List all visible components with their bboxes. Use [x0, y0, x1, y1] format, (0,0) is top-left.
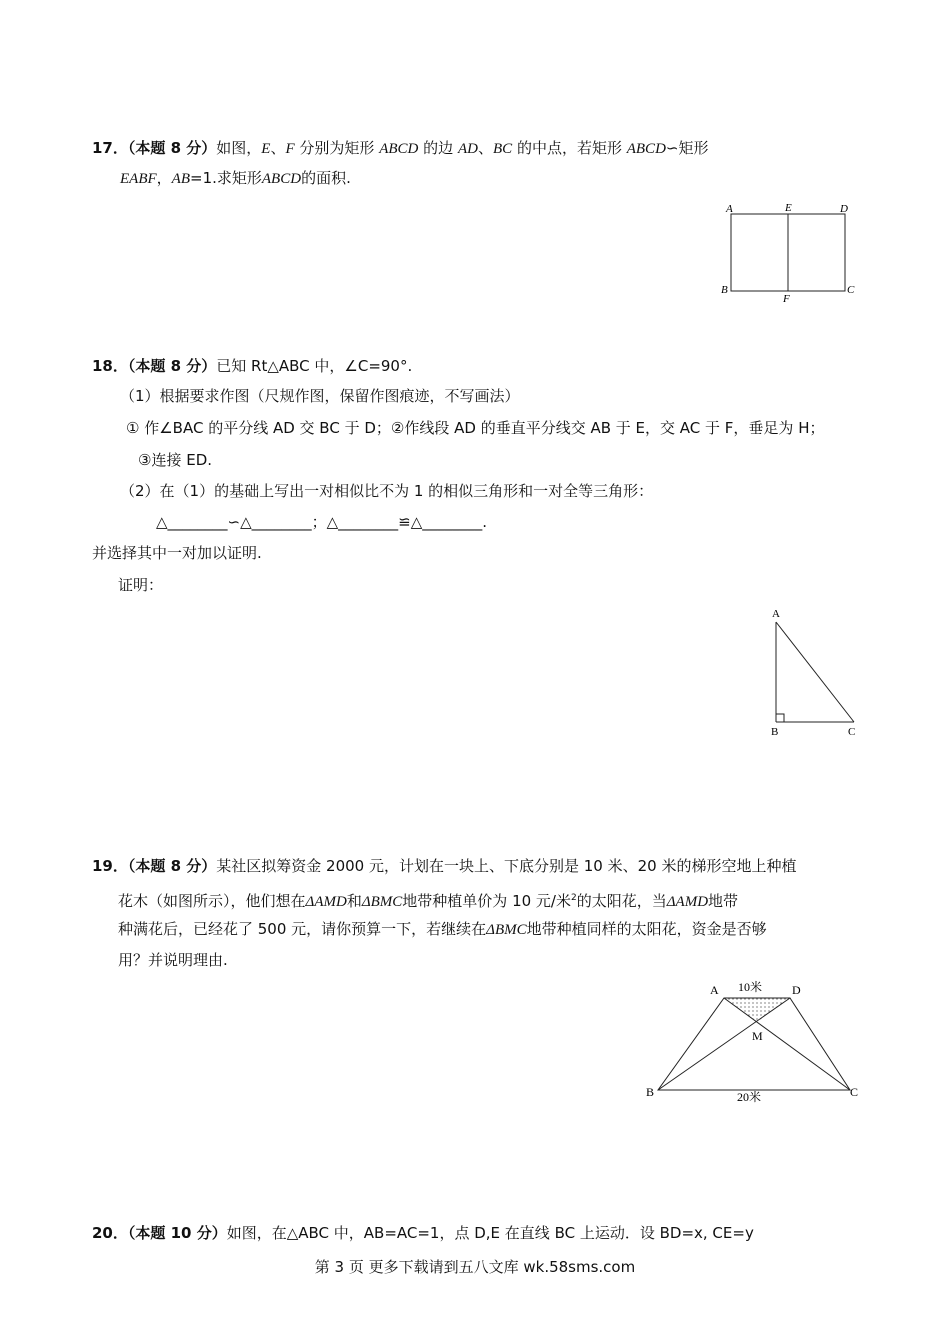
q17-ad: AD	[457, 141, 478, 157]
q17-label-e: E	[785, 202, 792, 214]
q19-label-c: C	[850, 1085, 859, 1099]
q19-label-d: D	[792, 983, 801, 997]
q17-abcd1: ABCD	[379, 141, 419, 157]
q19-text3b: 地带种植同样的太阳花，资金是否够	[526, 920, 767, 938]
q19-text2a: 花木（如图所示），他们想在	[118, 892, 306, 910]
q17-text-d: 的中点，若矩形	[516, 139, 622, 157]
q19-label-a: A	[710, 983, 719, 997]
q18-label-a: A	[772, 608, 780, 620]
q18-part3: 并选择其中一对加以证明.	[92, 544, 262, 562]
q18-part1-steps: ① 作∠BAC 的平分线 AD 交 BC 于 D；②作线段 AD 的垂直平分线交 AB 于 E，交 AC 于 F，垂足为 H；	[126, 419, 825, 437]
q19-tri-bmc1: ΔBMC	[361, 894, 403, 910]
q18-score: （本题 8 分）	[127, 357, 217, 375]
q19-label-bottom: 20米	[737, 1090, 762, 1104]
q18-blanks: △________∽△________；△________≌△________.	[156, 513, 488, 531]
q18-line1	[92, 356, 412, 376]
q19-score: （本题 8 分）	[127, 857, 217, 875]
q19-text2c: 地带种植单价为 10 元/米	[402, 892, 571, 910]
q17-text-e: 矩形	[678, 139, 709, 157]
q17-rectangle-figure	[716, 198, 866, 308]
q19-label-top: 10米	[738, 980, 763, 994]
q18-part1: （1）根据要求作图（尺规作图，保留作图痕迹，不写画法）	[120, 387, 520, 405]
q20-score: （本题 10 分）	[127, 1224, 227, 1242]
q18-intro: 已知 Rt△ABC 中，∠C=90°.	[216, 357, 413, 375]
q17-sep1: 、	[270, 139, 286, 157]
q17-comma: ，	[156, 169, 172, 187]
q17-label-c: C	[847, 284, 855, 296]
q20-text: 如图，在△ABC 中，AB=AC=1，点 D,E 在直线 BC 上运动．设 BD=x, CE=y	[226, 1224, 754, 1242]
q19-tri-amd1: ΔAMD	[305, 894, 347, 910]
q18-triangle-figure	[764, 604, 864, 744]
q17-bc: BC	[492, 141, 513, 157]
q19-text2e: 地带	[708, 892, 739, 910]
q20-line1	[92, 1223, 754, 1243]
q19-tri-amd2: ΔAMD	[666, 894, 709, 910]
q17-f: F	[285, 141, 295, 157]
q19-sup2: 2	[570, 893, 577, 903]
q17-text-f: =1.求矩形	[190, 169, 262, 187]
q17-abcd3: ABCD	[261, 171, 302, 187]
q19-line4: 用？并说明理由.	[118, 951, 228, 969]
q17-sim: ∽	[665, 139, 679, 157]
q18-label-b: B	[771, 726, 779, 738]
q19-text3a: 种满花后，已经花了 500 元，请你预算一下，若继续在	[118, 920, 487, 938]
page-footer: 第 3 页 更多下载请到五八文库 wk.58sms.com	[314, 1258, 636, 1276]
q17-ab: AB	[171, 171, 190, 187]
q17-text-b: 分别为矩形	[299, 139, 375, 157]
q19-label-b: B	[646, 1085, 655, 1099]
q17-label-b: B	[721, 284, 728, 296]
q18-label-c: C	[848, 726, 856, 738]
q20-number: 20．	[92, 1224, 128, 1242]
q19-trapezoid-figure	[640, 974, 870, 1110]
q17-score: （本题 8 分）	[127, 139, 217, 157]
q17-label-d: D	[840, 203, 848, 215]
q17-label-a: A	[726, 203, 733, 215]
q19-tri-bmc2: ΔBMC	[486, 922, 527, 938]
q18-proof-label: 证明：	[118, 576, 164, 594]
q17-text-g: 的面积.	[301, 169, 351, 187]
q19-text1: 某社区拟筹资金 2000 元，计划在一块上、下底分别是 10 米、20 米的梯形空地上种植	[216, 857, 797, 875]
q17-text-a: 如图，	[216, 139, 262, 157]
q18-number: 18．	[92, 357, 128, 375]
q17-line2	[120, 168, 351, 189]
q19-line2	[118, 888, 738, 912]
q18-part2: （2）在（1）的基础上写出一对相似比不为 1 的相似三角形和一对全等三角形：	[120, 482, 654, 500]
q17-label-f: F	[783, 293, 790, 305]
q17-abcd2: ABCD	[626, 141, 666, 157]
q19-label-m: M	[752, 1029, 763, 1043]
q17-eabf: EABF	[120, 171, 157, 187]
q17-line1	[92, 138, 858, 159]
q17-sep2: 、	[477, 139, 493, 157]
q17-e: E	[261, 141, 271, 157]
q17-text-c: 的边	[423, 139, 454, 157]
q19-line1	[92, 856, 796, 876]
q19-number: 19．	[92, 857, 128, 875]
q19-text2d: 的太阳花，当	[576, 892, 667, 910]
q19-text2b: 和	[346, 892, 362, 910]
q19-line3	[118, 919, 767, 940]
q17-number: 17．	[92, 139, 128, 157]
q18-part1-step3: ③连接 ED.	[138, 451, 213, 469]
